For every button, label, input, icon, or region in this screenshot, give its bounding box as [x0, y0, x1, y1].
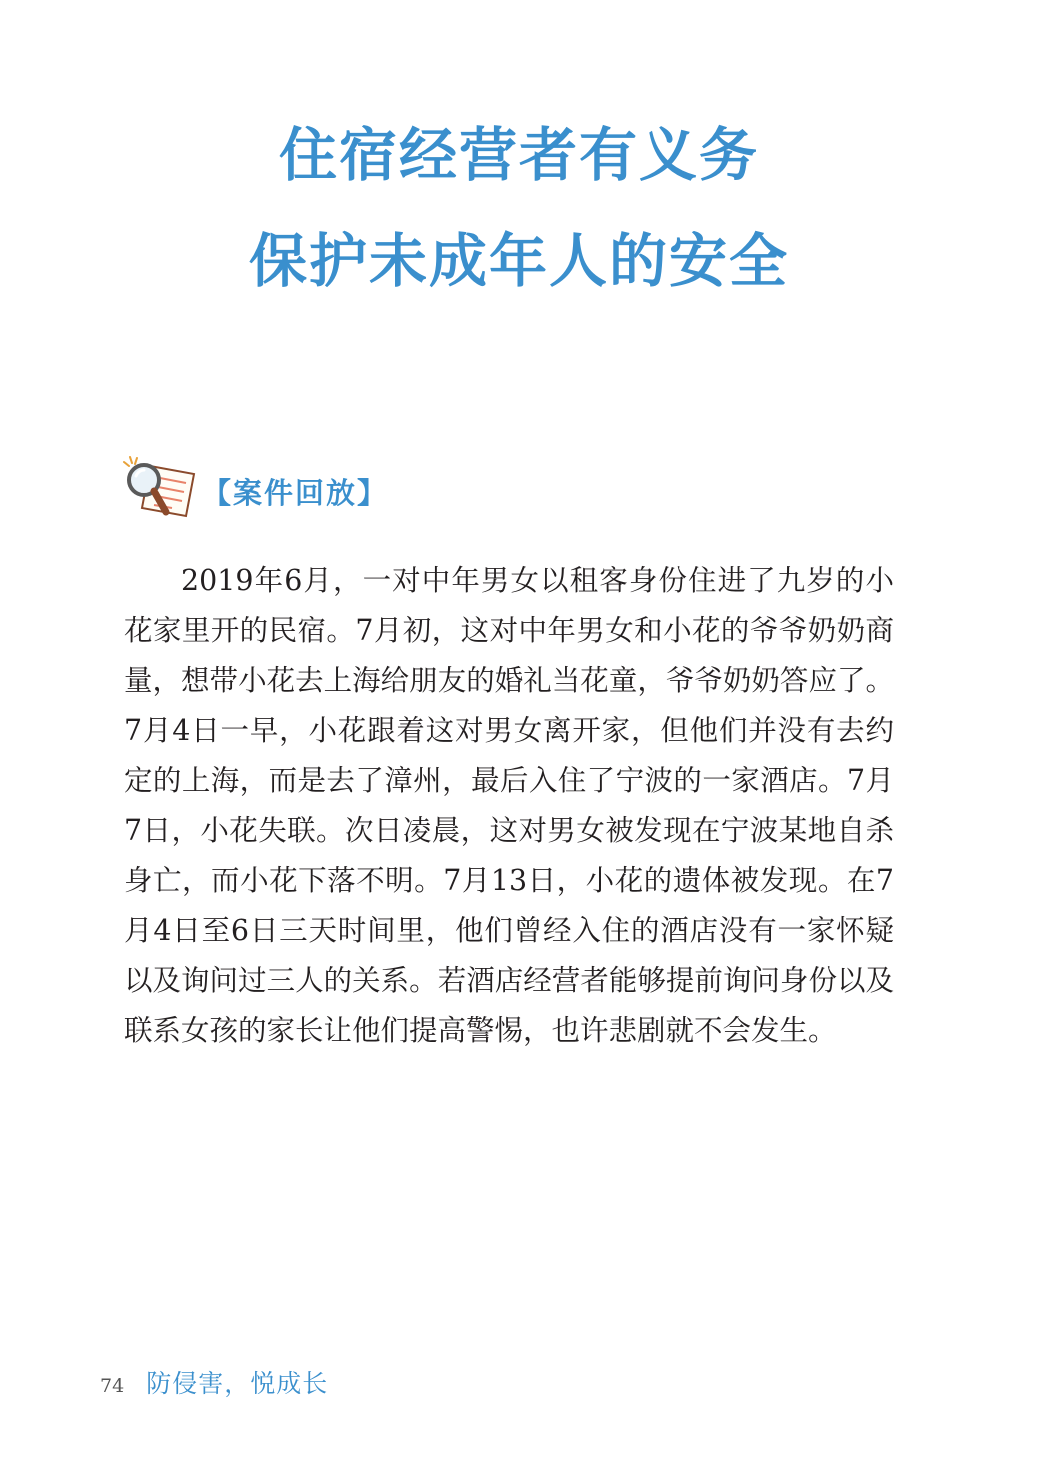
page-number: 74 — [100, 1375, 125, 1397]
sparkle-icon — [124, 457, 137, 466]
section-label: 【案件回放】 — [202, 475, 389, 510]
book-title: 防侵害，悦成长 — [146, 1369, 329, 1398]
magnifier-icon — [120, 456, 198, 520]
page-footer — [100, 1364, 328, 1400]
page-title-line-2: 保护未成年人的安全 — [248, 227, 789, 295]
case-paragraph: 2019年6月，一对中年男女以租客身份住进了九岁的小花家里开的民宿。7月初，这对中年男女和小花的爷爷奶奶商量，想带小花去上海给朋友的婚礼当花童，爷爷奶奶答应了。7月4日一早，小花跟着这对男女离开家，但他们并没有去约定的上海，而是去了漳州，最后入住了宁波的一家酒店。7月7日，小花失联。次日凌晨，这对男女被发现在宁波某地自杀身亡，而小花下落不明。7月13日，小花的遗体被发现。在7月4日至6日三天时间里，他们曾经入住的酒店没有一家怀疑以及询问过三人的关系。若酒店经营者能够提前询问身份以及联系女孩的家长让他们提高警惕，也许悲剧就不会发生。 — [124, 564, 894, 1047]
section-header — [120, 456, 388, 520]
page-title-line-1: 住宿经营者有义务 — [278, 121, 759, 189]
